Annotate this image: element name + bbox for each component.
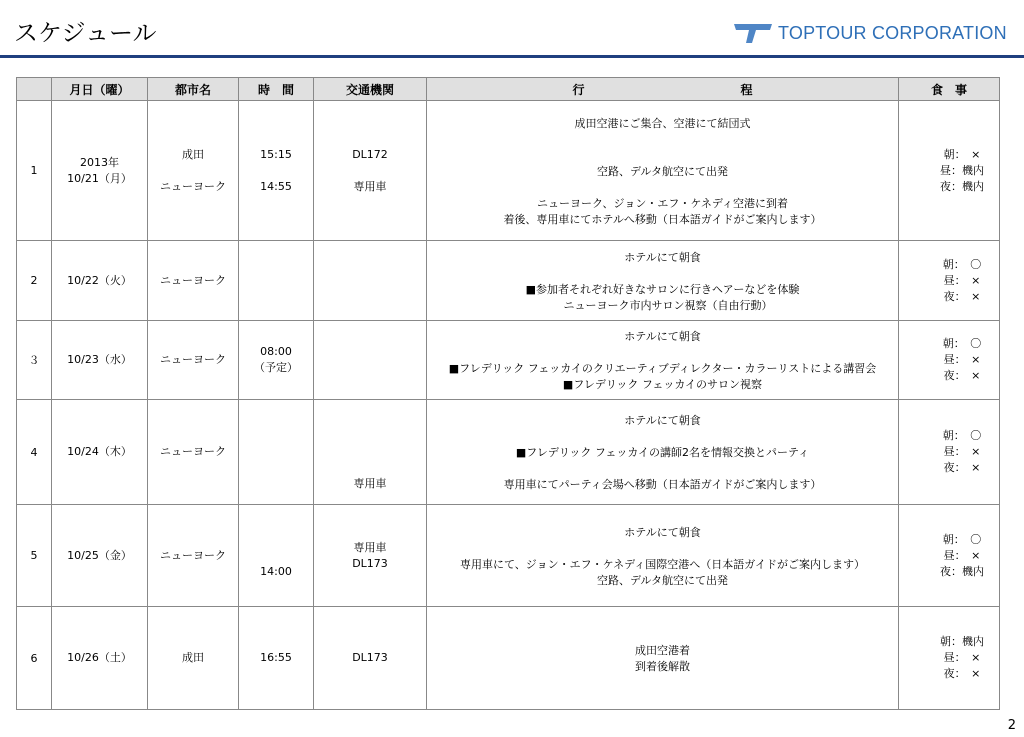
time-cell xyxy=(239,241,314,321)
cell-line: 14:55 xyxy=(260,179,292,193)
itinerary-line: 到着後解散 xyxy=(635,660,690,673)
meal-line: 昼： × xyxy=(943,353,981,366)
itinerary-line xyxy=(427,132,898,148)
date-cell xyxy=(52,101,148,241)
cell-line xyxy=(314,352,426,368)
itinerary-line: 空路、デルタ航空にて出発 xyxy=(596,573,728,587)
table-row xyxy=(17,101,1000,241)
transport-cell xyxy=(314,400,427,505)
cell-line: ニューヨーク xyxy=(160,179,226,193)
cell-line xyxy=(314,428,426,444)
cell-line xyxy=(239,444,313,460)
transport-cell xyxy=(314,607,427,710)
meals-cell xyxy=(899,101,1000,241)
itinerary-cell xyxy=(427,607,899,710)
meal-line: 夜： × xyxy=(943,667,981,680)
cell-line xyxy=(239,163,313,179)
cell-line: 10/24（木） xyxy=(67,445,132,458)
date-cell xyxy=(52,241,148,321)
col-header-date: 月日（曜） xyxy=(52,78,148,101)
itinerary-line: 成田空港にご集合、空港にて結団式 xyxy=(574,116,751,130)
transport-cell xyxy=(314,505,427,607)
page-number: 2 xyxy=(1007,718,1016,733)
cell-line: 10/22（火） xyxy=(67,273,132,287)
itinerary-line: 着後、専用車にてホテルへ移動（日本語ガイドがご案内します） xyxy=(503,212,822,226)
col-header-itinerary: 行 程 xyxy=(427,78,899,101)
header-rule xyxy=(0,55,1024,58)
itinerary-line: ■参加者それぞれ好きなサロンに行きヘアーなどを体験 xyxy=(525,282,800,296)
itinerary-line: ホテルにて朝食 xyxy=(624,525,701,539)
itinerary-line: ■フレデリック フェッカイのクリエーティブディレクター・カラーリストによる講習会 xyxy=(448,362,877,375)
meals-cell xyxy=(899,505,1000,607)
cell-line: ニューヨーク xyxy=(160,273,226,287)
cell-line: （予定） xyxy=(254,361,298,374)
meal-line: 昼： × xyxy=(943,651,981,664)
time-cell xyxy=(239,607,314,710)
cell-line xyxy=(314,163,426,179)
date-cell xyxy=(52,607,148,710)
cell-line xyxy=(239,273,313,289)
cell-line: ニューヨーク xyxy=(160,548,226,562)
itinerary-line: ホテルにて朝食 xyxy=(624,330,701,343)
cell-line xyxy=(314,460,426,476)
cell-line: DL172 xyxy=(352,147,388,161)
cell-line xyxy=(314,273,426,289)
transport-cell xyxy=(314,101,427,241)
meal-line: 夜：機内 xyxy=(940,179,984,193)
city-cell xyxy=(148,400,239,505)
meal-line: 夜： × xyxy=(943,369,981,382)
meals-cell xyxy=(899,400,1000,505)
meal-line: 朝： 〇 xyxy=(942,429,982,442)
day-number-cell: 2 xyxy=(17,241,52,321)
cell-line xyxy=(314,412,426,428)
table-row xyxy=(17,607,1000,710)
itinerary-line: 専用車にて、ジョン・エフ・ケネディ国際空港へ（日本語ガイドがご案内します） xyxy=(460,557,865,571)
city-cell xyxy=(148,607,239,710)
date-cell xyxy=(52,400,148,505)
itinerary-line: ニューヨーク市内サロン視察（自由行動） xyxy=(552,298,773,312)
itinerary-line xyxy=(427,429,898,445)
itinerary-line: ニューヨーク、ジョン・エフ・ケネディ空港に到着 xyxy=(536,196,789,210)
time-cell xyxy=(239,400,314,505)
city-cell xyxy=(148,241,239,321)
meal-line: 朝： 〇 xyxy=(942,532,982,546)
page-title: スケジュール xyxy=(14,19,157,47)
cell-line xyxy=(314,444,426,460)
cell-line: ニューヨーク xyxy=(160,353,226,366)
cell-line: DL173 xyxy=(352,651,388,664)
cell-line xyxy=(239,548,313,564)
schedule-table xyxy=(16,77,1000,710)
cell-line: 16:55 xyxy=(260,651,292,664)
meal-line: 夜：機内 xyxy=(940,564,984,578)
cell-line: 成田 xyxy=(182,651,204,664)
day-number-cell: 5 xyxy=(17,505,52,607)
cell-line: 10/26（土） xyxy=(67,651,132,664)
day-number-cell: 4 xyxy=(17,400,52,505)
cell-line: 15:15 xyxy=(260,147,292,161)
col-header-time: 時 間 xyxy=(239,78,314,101)
cell-line: 専用車 xyxy=(353,540,387,554)
cell-line: ニューヨーク xyxy=(160,445,226,458)
itinerary-line: 専用車にてパーティ会場へ移動（日本語ガイドがご案内します） xyxy=(503,478,822,491)
date-cell xyxy=(52,505,148,607)
meal-line: 朝： 〇 xyxy=(942,257,982,271)
meal-line: 朝：機内 xyxy=(940,635,984,648)
transport-cell xyxy=(314,321,427,400)
table-row xyxy=(17,321,1000,400)
logo-text: TOPTOUR CORPORATION xyxy=(778,22,1007,43)
toptour-logo-icon xyxy=(734,22,772,44)
itinerary-line xyxy=(427,345,898,361)
itinerary-cell xyxy=(427,101,899,241)
cell-line xyxy=(239,532,313,548)
itinerary-line: 成田空港着 xyxy=(635,644,690,657)
itinerary-line: 空路、デルタ航空にて出発 xyxy=(596,164,728,178)
itinerary-line xyxy=(427,148,898,164)
cell-line: 2013年 xyxy=(80,155,119,169)
col-header-meals: 食 事 xyxy=(899,78,1000,101)
meal-line: 朝： 〇 xyxy=(942,337,982,350)
meal-line: 夜： × xyxy=(943,289,981,303)
table-row xyxy=(17,241,1000,321)
date-cell xyxy=(52,321,148,400)
itinerary-line: ホテルにて朝食 xyxy=(624,250,701,264)
itinerary-line xyxy=(427,461,898,477)
itinerary-line: ■フレデリック フェッカイのサロン視察 xyxy=(562,378,763,391)
day-number-cell: 6 xyxy=(17,607,52,710)
day-number-cell: 1 xyxy=(17,101,52,241)
col-header-transport: 交通機関 xyxy=(314,78,427,101)
transport-cell xyxy=(314,241,427,321)
day-number-cell: ３ xyxy=(17,321,52,400)
itinerary-cell xyxy=(427,321,899,400)
itinerary-line: ■フレデリック フェッカイの講師2名を情報交換とパーティ xyxy=(515,446,810,459)
cell-line: 専用車 xyxy=(353,179,387,193)
meal-line: 昼：機内 xyxy=(940,163,984,177)
itinerary-line xyxy=(427,541,898,557)
itinerary-line xyxy=(427,180,898,196)
cell-line: 成田 xyxy=(182,147,204,161)
meal-line: 昼： × xyxy=(943,445,981,458)
cell-line: 10/25（金） xyxy=(67,548,132,562)
itinerary-cell xyxy=(427,505,899,607)
table-row xyxy=(17,505,1000,607)
city-cell xyxy=(148,321,239,400)
time-cell xyxy=(239,101,314,241)
meal-line: 夜： × xyxy=(943,461,981,474)
meal-line: 昼： × xyxy=(943,273,981,287)
table-row xyxy=(17,400,1000,505)
cell-line: DL173 xyxy=(352,556,388,570)
cell-line: 14:00 xyxy=(260,564,292,578)
cell-line: 10/23（水） xyxy=(67,353,132,366)
meals-cell xyxy=(899,241,1000,321)
meal-line: 昼： × xyxy=(943,548,981,562)
itinerary-line: ホテルにて朝食 xyxy=(624,414,701,427)
city-cell xyxy=(148,101,239,241)
itinerary-line xyxy=(427,266,898,282)
cell-line: 専用車 xyxy=(353,477,387,490)
cell-line: 08:00 xyxy=(260,345,292,358)
header-row xyxy=(17,78,1000,101)
cell-line: 10/21（月） xyxy=(67,171,132,185)
cell-line xyxy=(148,163,238,179)
meal-line: 朝： × xyxy=(943,147,981,161)
meals-cell xyxy=(899,321,1000,400)
col-header-no xyxy=(17,78,52,101)
time-cell xyxy=(239,505,314,607)
meals-cell xyxy=(899,607,1000,710)
col-header-city: 都市名 xyxy=(148,78,239,101)
company-logo xyxy=(734,20,1007,46)
time-cell xyxy=(239,321,314,400)
itinerary-cell xyxy=(427,241,899,321)
itinerary-cell xyxy=(427,400,899,505)
city-cell xyxy=(148,505,239,607)
